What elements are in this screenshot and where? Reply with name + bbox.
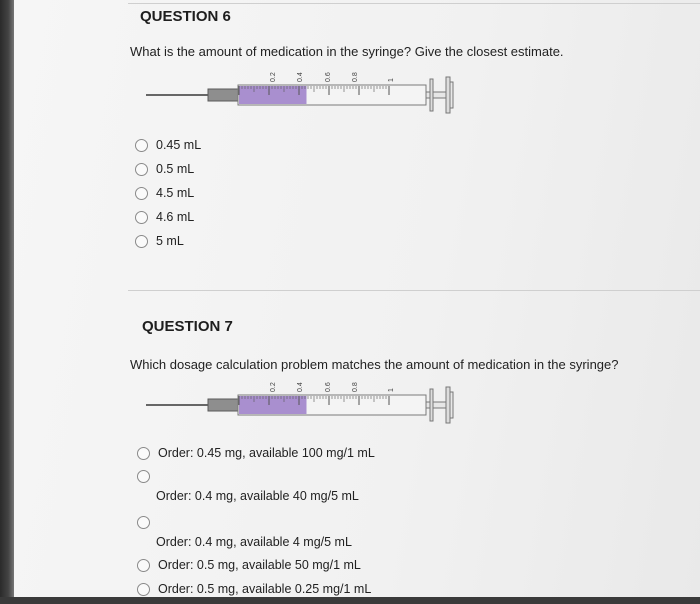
radio-button[interactable] (135, 139, 148, 152)
scale-label: 0.4 (297, 382, 304, 392)
q7-option-label[interactable]: Order: 0.4 mg, available 40 mg/5 mL (156, 489, 359, 503)
radio-button[interactable] (137, 583, 150, 596)
syringe-image-q7 (142, 374, 482, 434)
q6-option[interactable] (135, 162, 194, 176)
syringe-q7 (146, 382, 453, 423)
option-label: 0.5 mL (156, 162, 195, 176)
plunger-end (450, 82, 453, 108)
syringe-q6 (146, 72, 453, 113)
scale-label: 0.2 (270, 72, 277, 82)
q6-option[interactable] (135, 234, 184, 248)
question-7-title: QUESTION 7 (142, 318, 233, 335)
scale-label: 0.6 (325, 72, 332, 82)
option-label: 5 mL (156, 234, 184, 248)
scale-label: 1 (388, 78, 395, 82)
q7-option-label[interactable]: Order: 0.4 mg, available 4 mg/5 mL (156, 535, 352, 549)
radio-button[interactable] (137, 470, 150, 483)
scale-label: 0.6 (325, 382, 332, 392)
radio-button[interactable] (135, 235, 148, 248)
needle-hub (208, 89, 238, 101)
radio-button[interactable] (137, 516, 150, 529)
radio-button[interactable] (135, 187, 148, 200)
q6-option[interactable] (135, 210, 194, 224)
option-label: 4.6 mL (156, 210, 195, 224)
option-label: 4.5 mL (156, 186, 195, 200)
scale-label: 0.8 (352, 382, 359, 392)
question-6-title: QUESTION 6 (140, 8, 231, 25)
screen-bezel-left (0, 0, 14, 604)
question-6-text: What is the amount of medication in the syringe? Give the closest estimate. (130, 44, 564, 59)
radio-button[interactable] (137, 559, 150, 572)
scale-label: 0.2 (270, 382, 277, 392)
plunger-thumb (446, 77, 450, 113)
plunger-thumb (446, 387, 450, 423)
scale-labels (270, 382, 395, 392)
scale-labels (270, 72, 395, 82)
plunger-rod (426, 92, 446, 98)
top-divider (128, 3, 700, 4)
medication-fill (239, 86, 307, 104)
radio-button[interactable] (135, 211, 148, 224)
q6-option[interactable] (135, 186, 194, 200)
option-label: Order: 0.45 mg, available 100 mg/1 mL (158, 446, 375, 460)
q7-option[interactable] (137, 582, 371, 596)
plunger-end (450, 392, 453, 418)
plunger-rod (426, 402, 446, 408)
question-7-text: Which dosage calculation problem matches the amount of medication in the syringe? (130, 357, 619, 372)
needle-hub (208, 399, 238, 411)
option-label: 0.45 mL (156, 138, 202, 152)
syringe-image-q6 (142, 64, 482, 124)
option-label: Order: 0.5 mg, available 0.25 mg/1 mL (158, 582, 372, 596)
radio-button[interactable] (135, 163, 148, 176)
radio-button[interactable] (137, 447, 150, 460)
q7-option[interactable] (137, 446, 375, 460)
q7-option[interactable] (137, 558, 361, 572)
option-label: Order: 0.5 mg, available 50 mg/1 mL (158, 558, 361, 572)
scale-label: 0.8 (352, 72, 359, 82)
scale-label: 1 (388, 388, 395, 392)
plunger-flange (430, 79, 433, 111)
section-divider (128, 290, 700, 291)
scale-label: 0.4 (297, 72, 304, 82)
screen-bezel-bottom (0, 597, 700, 604)
medication-fill (239, 396, 307, 414)
q6-option[interactable] (135, 138, 201, 152)
plunger-flange (430, 389, 433, 421)
